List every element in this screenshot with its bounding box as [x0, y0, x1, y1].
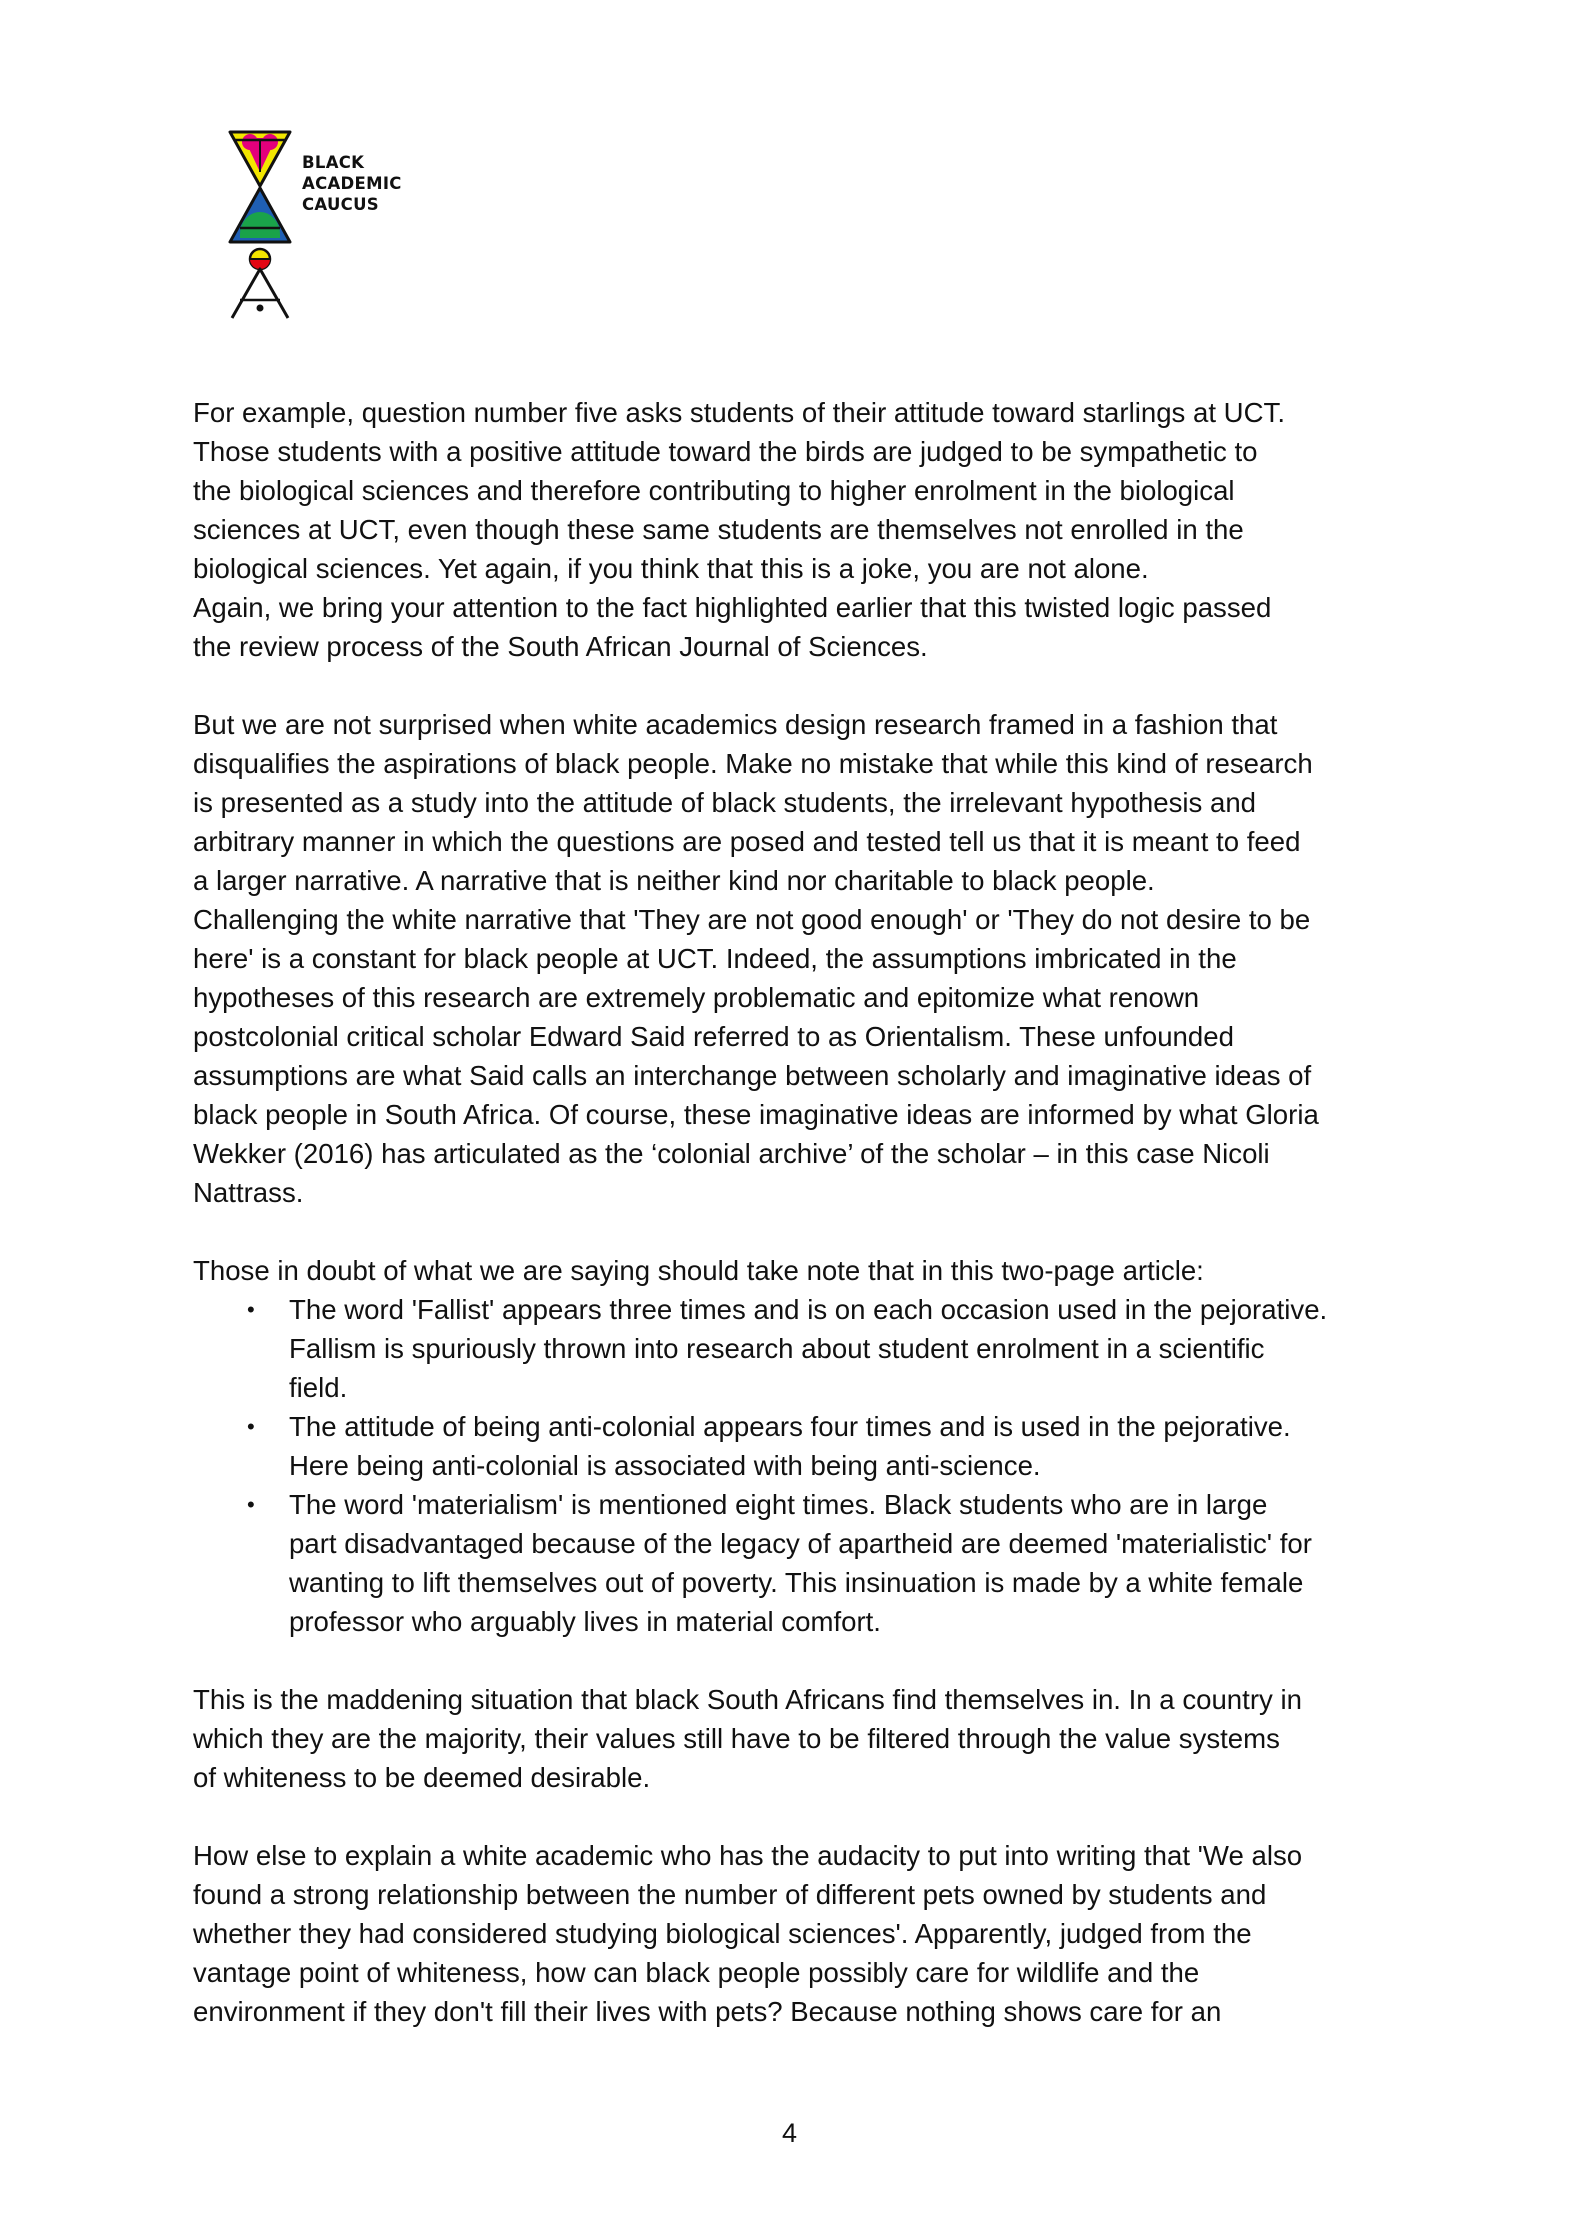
text-line: Those in doubt of what we are saying should take note that in this two-page article: [193, 1255, 1204, 1286]
text-line: vantage point of whiteness, how can black people possibly care for wildlife and the [193, 1957, 1200, 1988]
text-line: of whiteness to be deemed desirable. [193, 1762, 651, 1793]
document-body [193, 393, 1413, 2031]
text-line: This is the maddening situation that black South Africans find themselves in. In a country in [193, 1684, 1302, 1715]
text-line: postcolonial critical scholar Edward Said referred to as Orientalism. These unfounded [193, 1021, 1234, 1052]
text-line: part disadvantaged because of the legacy of apartheid are deemed 'materialistic' for [289, 1528, 1312, 1559]
text-line: sciences at UCT, even though these same students are themselves not enrolled in the [193, 514, 1244, 545]
text-line: The word 'Fallist' appears three times and is on each occasion used in the pejorative. [289, 1294, 1328, 1325]
text-line: field. [289, 1372, 348, 1403]
page-number: 4 [781, 2118, 798, 2148]
text-line: biological sciences. Yet again, if you think that this is a joke, you are not alone. [193, 553, 1149, 584]
bullet-icon: • [247, 1297, 255, 1322]
text-line: assumptions are what Said calls an interchange between scholarly and imaginative ideas of [193, 1060, 1312, 1091]
text-line: How else to explain a white academic who has the audacity to put into writing that 'We also [193, 1840, 1303, 1871]
text-line: The word 'materialism' is mentioned eight times. Black students who are in large [289, 1489, 1268, 1520]
paragraph-review-process [193, 588, 1413, 666]
logo-line-3: CAUCUS [302, 195, 379, 214]
bullet-list [193, 1290, 1413, 1641]
black-academic-caucus-logo [226, 128, 426, 324]
text-line: arbitrary manner in which the questions are posed and tested tell us that it is meant to feed [193, 826, 1301, 857]
text-line: Again, we bring your attention to the fact highlighted earlier that this twisted logic passed [193, 592, 1272, 623]
text-line: professor who arguably lives in material comfort. [289, 1606, 881, 1637]
bullet-icon: • [247, 1414, 255, 1439]
text-line: Those students with a positive attitude toward the birds are judged to be sympathetic to [193, 436, 1258, 467]
text-line: disqualifies the aspirations of black people. Make no mistake that while this kind of research [193, 748, 1313, 779]
logo-line-2: ACADEMIC [302, 174, 402, 193]
paragraph-maddening-situation [193, 1680, 1413, 1797]
text-line: For example, question number five asks students of their attitude toward starlings at UCT. [193, 397, 1286, 428]
logo-line-1: BLACK [302, 153, 365, 172]
text-line: Here being anti-colonial is associated with being anti-science. [289, 1450, 1041, 1481]
text-line: found a strong relationship between the number of different pets owned by students and [193, 1879, 1267, 1910]
text-line: which they are the majority, their values still have to be filtered through the value systems [193, 1723, 1280, 1754]
list-item [193, 1485, 1413, 1641]
paragraph-white-academics [193, 705, 1413, 1212]
text-line: Fallism is spuriously thrown into research about student enrolment in a scientific [289, 1333, 1265, 1364]
text-line: the biological sciences and therefore contributing to higher enrolment in the biological [193, 475, 1235, 506]
text-line: The attitude of being anti-colonial appears four times and is used in the pejorative. [289, 1411, 1291, 1442]
text-line: whether they had considered studying biological sciences'. Apparently, judged from the [193, 1918, 1252, 1949]
paragraph-starlings [193, 393, 1413, 588]
text-line: a larger narrative. A narrative that is neither kind nor charitable to black people. [193, 865, 1155, 896]
paragraph-pets [193, 1836, 1413, 2031]
text-line: hypotheses of this research are extremely problematic and epitomize what renown [193, 982, 1200, 1013]
text-line: environment if they don't fill their lives with pets? Because nothing shows care for an [193, 1996, 1222, 2027]
text-line: wanting to lift themselves out of poverty. This insinuation is made by a white female [289, 1567, 1304, 1598]
text-line: the review process of the South African Journal of Sciences. [193, 631, 928, 662]
logo-wordmark [302, 152, 402, 215]
text-line: Challenging the white narrative that 'They are not good enough' or 'They do not desire to be [193, 904, 1311, 935]
list-item [193, 1290, 1413, 1407]
list-item [193, 1407, 1413, 1485]
text-line: is presented as a study into the attitude of black students, the irrelevant hypothesis and [193, 787, 1257, 818]
bullet-icon: • [247, 1492, 255, 1517]
logo-emblem-icon [226, 128, 302, 324]
text-line: But we are not surprised when white academics design research framed in a fashion that [193, 709, 1278, 740]
text-line: Wekker (2016) has articulated as the ‘colonial archive’ of the scholar – in this case Nicoli [193, 1138, 1270, 1169]
text-line: here' is a constant for black people at UCT. Indeed, the assumptions imbricated in the [193, 943, 1237, 974]
text-line: Nattrass. [193, 1177, 304, 1208]
paragraph-intro-list [193, 1251, 1413, 1290]
text-line: black people in South Africa. Of course, these imaginative ideas are informed by what Gloria [193, 1099, 1319, 1130]
